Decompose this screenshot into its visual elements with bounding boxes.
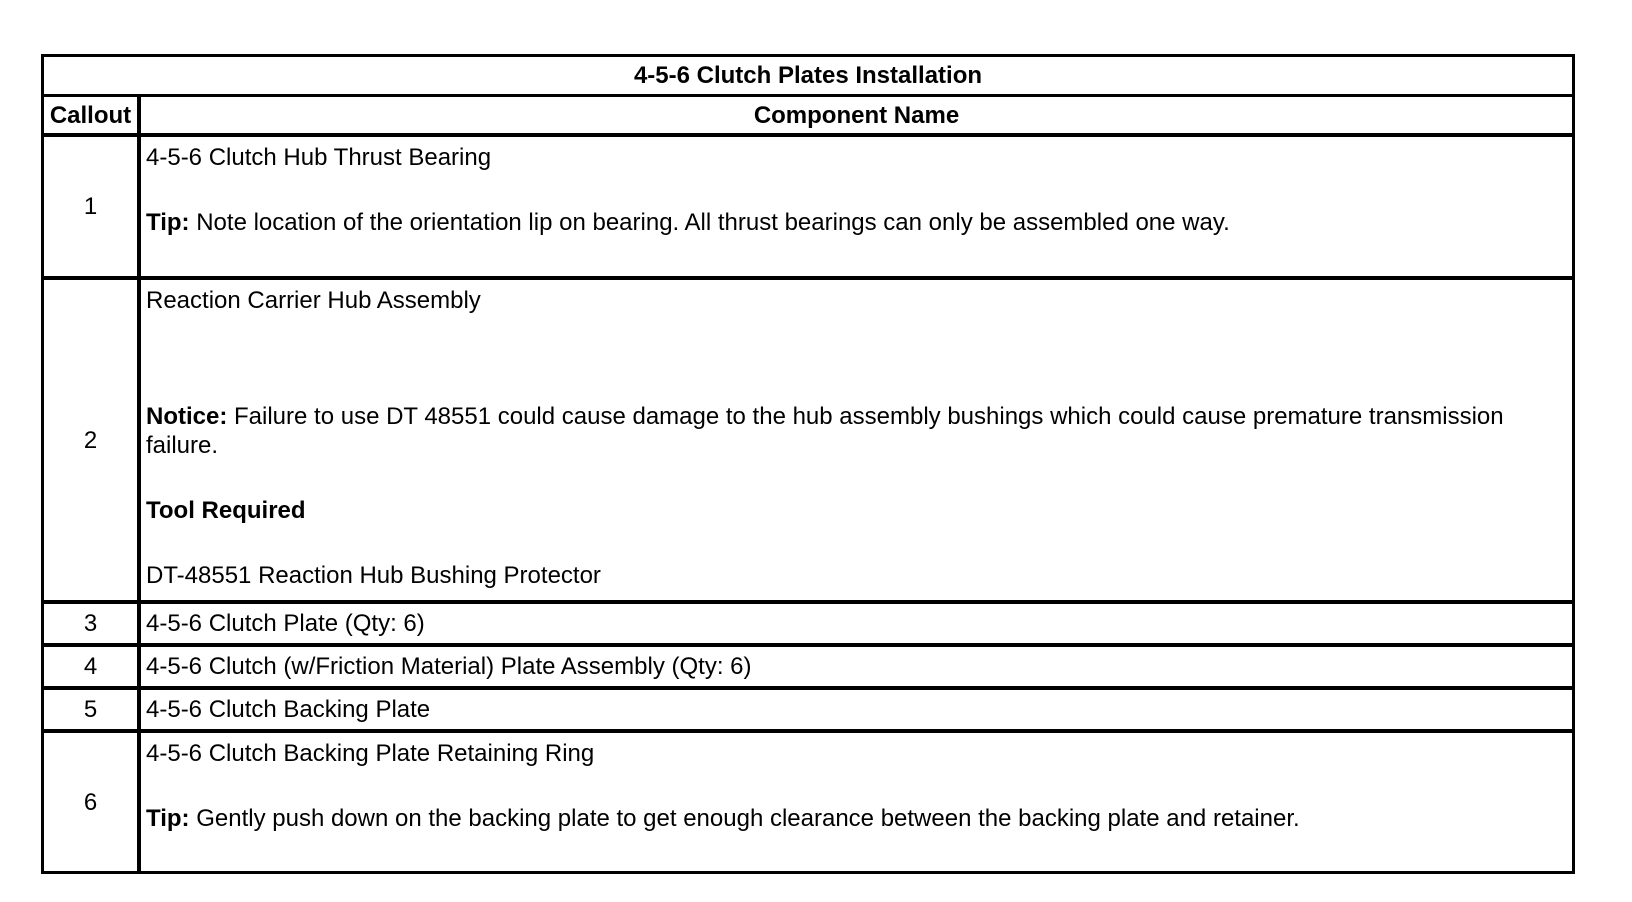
component-name: 4-5-6 Clutch Hub Thrust Bearing: [146, 144, 492, 171]
callout-number: 5: [44, 688, 139, 731]
component-name: 4-5-6 Clutch Plate (Qty: 6): [139, 602, 1572, 645]
table-row: [44, 135, 1572, 278]
tip-label: Tip:: [146, 209, 190, 236]
component-column-header: Component Name: [139, 96, 1572, 136]
tip-paragraph: [146, 208, 1560, 237]
component-cell: [139, 135, 1572, 278]
callout-number: 3: [44, 602, 139, 645]
tool-name: DT-48551 Reaction Hub Bushing Protector: [146, 562, 601, 589]
installation-table-frame: [41, 54, 1575, 874]
component-name: 4-5-6 Clutch (w/Friction Material) Plate Assembly (Qty: 6): [139, 645, 1572, 688]
table-row: [44, 688, 1572, 731]
notice-text: Failure to use DT 48551 could cause damage to the hub assembly bushings which could cause premature transmission failure.: [146, 403, 1504, 459]
notice-paragraph: [146, 402, 1560, 460]
tool-required-heading: Tool Required: [146, 497, 306, 524]
table-row: [44, 731, 1572, 871]
table-row: [44, 602, 1572, 645]
callout-number: 2: [44, 278, 139, 602]
component-name: 4-5-6 Clutch Backing Plate: [139, 688, 1572, 731]
callout-column-header: Callout: [44, 96, 139, 136]
table-row: [44, 645, 1572, 688]
table-title-row: [44, 57, 1572, 96]
tip-label: Tip:: [146, 805, 190, 832]
callout-number: 1: [44, 135, 139, 278]
callout-number: 4: [44, 645, 139, 688]
table-title: 4-5-6 Clutch Plates Installation: [44, 57, 1572, 96]
component-name: Reaction Carrier Hub Assembly: [146, 287, 481, 314]
tip-text: Note location of the orientation lip on bearing. All thrust bearings can only be assembled one way.: [189, 209, 1230, 236]
callout-number: 6: [44, 731, 139, 871]
component-cell: [139, 731, 1572, 871]
notice-label: Notice:: [146, 403, 228, 430]
component-name: 4-5-6 Clutch Backing Plate Retaining Ring: [146, 740, 595, 767]
table-header-row: [44, 96, 1572, 136]
table-row: [44, 278, 1572, 602]
component-cell: [139, 278, 1572, 602]
installation-table: [44, 57, 1572, 871]
tip-paragraph: [146, 804, 1560, 833]
tip-text: Gently push down on the backing plate to get enough clearance between the backing plate and retainer.: [189, 805, 1300, 832]
